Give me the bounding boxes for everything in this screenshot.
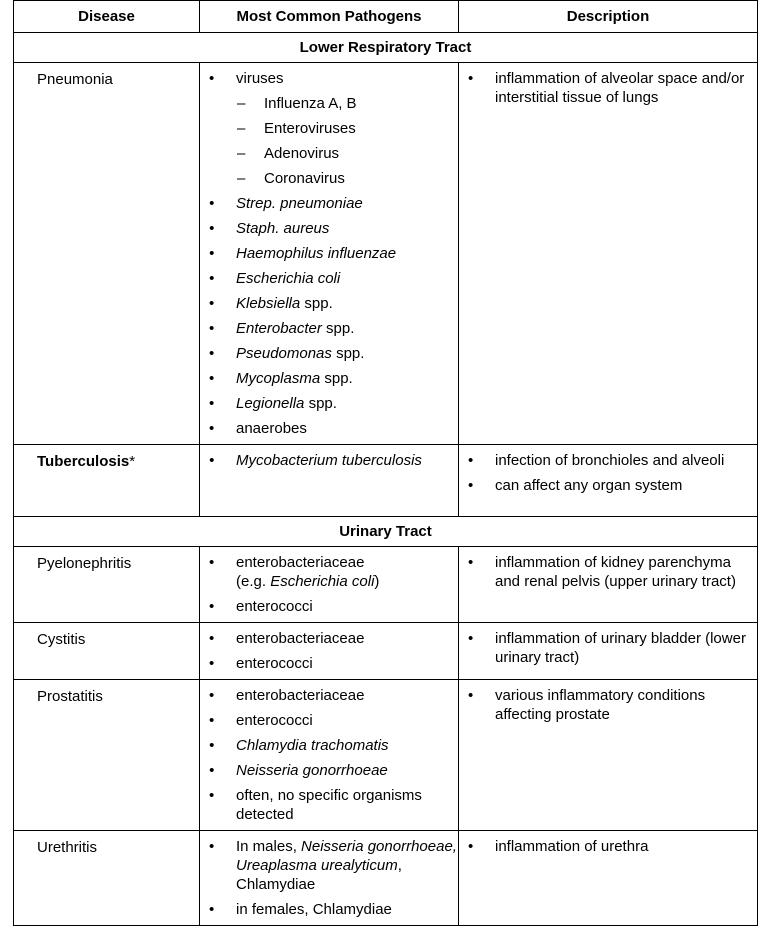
disease-name-bold: Tuberculosis [37,453,130,470]
pathogen-genus: Klebsiella [236,295,301,312]
pathogen-text: enterobacteriaceae [236,554,365,571]
table-row [14,445,758,517]
pathogen-item: • enterococci [200,711,458,730]
section-row [14,517,758,547]
section-lower-respiratory: Lower Respiratory Tract [14,33,758,63]
table-row [14,547,758,623]
pathogen-item: • enterobacteriaceae [200,629,458,648]
pathogen-genus: Legionella [236,395,305,412]
pathogen-genus: Enterobacter [236,320,322,337]
pathogen-species: Neisseria gonorrhoeae, Ureaplasma urealyticum [236,838,457,874]
pathogen-item: • Escherichia coli [200,269,458,288]
pathogen-text: ) [374,573,380,590]
pathogen-item [200,344,458,363]
pathogen-suffix: spp. [320,370,353,387]
pathogen-suffix: spp. [331,345,365,362]
header-row [14,1,758,33]
disease-name: Prostatitis [14,680,200,831]
description-item: • various inflammatory conditions affecting prostate [459,686,757,724]
table-row [14,63,758,445]
pathogens-cell [200,831,459,926]
table-row [14,831,758,926]
description-cell [459,547,758,623]
disease-name: Cystitis [14,623,200,680]
description-item: • inflammation of kidney parenchyma and renal pelvis (upper urinary tract) [459,553,757,591]
pathogen-item [200,553,458,591]
pathogen-species: Escherichia coli [270,573,375,590]
pathogen-subitem: – Coronavirus [200,169,458,188]
table-row [14,623,758,680]
disease-name: Pyelonephritis [14,547,200,623]
pathogens-cell [200,680,459,831]
pathogen-item: • Mycobacterium tuberculosis [200,451,458,470]
description-cell [459,680,758,831]
pathogen-item: • Strep. pneumoniae [200,194,458,213]
description-item: • inflammation of alveolar space and/or interstitial tissue of lungs [459,69,757,107]
header-description: Description [459,1,758,33]
pathogens-cell [200,623,459,680]
pathogen-item: • viruses [200,69,458,88]
pathogen-suffix: spp. [304,395,337,412]
pathogen-genus: Pseudomonas [236,345,332,362]
disease-name: Pneumonia [14,63,200,445]
description-item: • can affect any organ system [459,476,757,495]
pathogen-item [200,294,458,313]
pathogen-item: • enterococci [200,654,458,673]
pathogen-text: (e.g. [236,573,271,590]
pathogen-item: • in females, Chlamydiae [200,900,458,919]
pathogen-text: , Chlamydiae [236,857,402,893]
pathogen-item [200,837,458,894]
pathogen-subitem: – Enteroviruses [200,119,458,138]
description-cell [459,623,758,680]
pathogen-item: • Chlamydia trachomatis [200,736,458,755]
description-cell [459,831,758,926]
pathogen-suffix: spp. [300,295,333,312]
pathogens-cell [200,63,459,445]
pathogens-cell [200,445,459,517]
description-item: • inflammation of urinary bladder (lower urinary tract) [459,629,757,667]
pathogen-item: • anaerobes [200,419,458,438]
pathogen-item [200,319,458,338]
disease-name: Urethritis [14,831,200,926]
footnote-asterisk: * [129,453,136,470]
pathogens-cell [200,547,459,623]
pathogen-item: • enterobacteriaceae [200,686,458,705]
pathogen-suffix: spp. [321,320,355,337]
description-item: • inflammation of urethra [459,837,757,856]
pathogen-subitem: – Influenza A, B [200,94,458,113]
pathogen-item [200,394,458,413]
pathogen-subitem: – Adenovirus [200,144,458,163]
section-row [14,33,758,63]
table-row [14,680,758,831]
pathogen-item: • enterococci [200,597,458,616]
disease-name [14,445,200,517]
pathogen-item: • Haemophilus influenzae [200,244,458,263]
section-urinary: Urinary Tract [14,517,758,547]
description-cell [459,445,758,517]
pathogen-text: In males, [236,838,302,855]
pathogen-item: • Staph. aureus [200,219,458,238]
description-cell [459,63,758,445]
pathogen-item [200,369,458,388]
header-pathogens: Most Common Pathogens [200,1,459,33]
pathogen-item: • Neisseria gonorrhoeae [200,761,458,780]
description-item: • infection of bronchioles and alveoli [459,451,757,470]
pathogen-table [13,0,758,926]
pathogen-genus: Mycoplasma [236,370,321,387]
pathogen-item: • often, no specific organisms detected [200,786,458,824]
header-disease: Disease [14,1,200,33]
